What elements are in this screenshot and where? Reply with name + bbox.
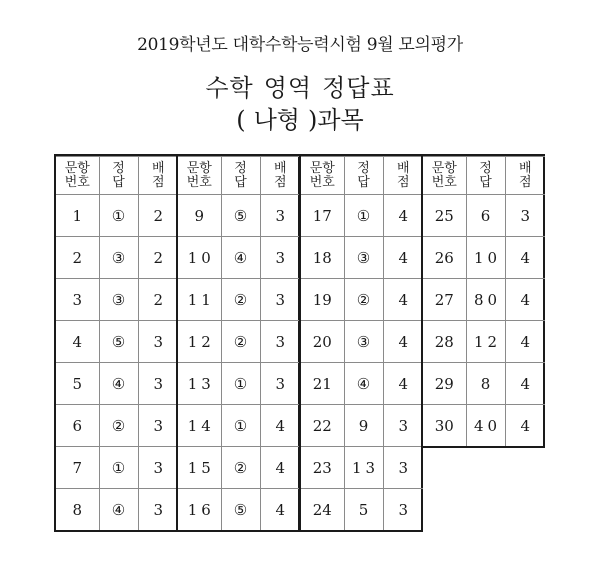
cell-points: 3 [138, 447, 178, 489]
cell-number: 20 [301, 321, 344, 363]
cell-answer: 10 [466, 237, 505, 279]
table-row [301, 363, 423, 405]
table-row [423, 237, 545, 279]
table-row [56, 405, 178, 447]
table-row [178, 195, 300, 237]
cell-points: 3 [260, 237, 300, 279]
header-row [56, 157, 178, 195]
title-subject: 수학 [205, 74, 254, 102]
header-row [178, 157, 300, 195]
cell-number: 25 [423, 195, 466, 237]
cell-number: 3 [56, 279, 99, 321]
cell-number: 19 [301, 279, 344, 321]
table-row [56, 195, 178, 237]
cell-number: 22 [301, 405, 344, 447]
cell-number: 14 [178, 405, 221, 447]
cell-points: 3 [260, 279, 300, 321]
header-answer: 정답 [344, 157, 383, 195]
cell-number: 4 [56, 321, 99, 363]
header-number [178, 157, 221, 195]
table-row [178, 405, 300, 447]
cell-points: 4 [383, 363, 423, 405]
cell-points: 4 [260, 447, 300, 489]
cell-answer: ⑤ [99, 321, 138, 363]
cell-points: 4 [505, 363, 545, 405]
cell-number: 12 [178, 321, 221, 363]
cell-number: 1 [56, 195, 99, 237]
table-row [423, 279, 545, 321]
cell-answer: ② [99, 405, 138, 447]
cell-answer: ③ [344, 237, 383, 279]
cell-points: 3 [260, 321, 300, 363]
cell-points: 4 [383, 195, 423, 237]
table-row [178, 237, 300, 279]
table-row [301, 405, 423, 447]
cell-number: 21 [301, 363, 344, 405]
cell-number: 26 [423, 237, 466, 279]
answer-group-1 [54, 154, 178, 532]
table-row [301, 195, 423, 237]
cell-points: 3 [138, 363, 178, 405]
cell-number: 2 [56, 237, 99, 279]
cell-points: 4 [383, 279, 423, 321]
header-number-line1: 문항 [309, 160, 335, 176]
table-row [301, 447, 423, 489]
header-points: 배점 [505, 157, 545, 195]
cell-number: 7 [56, 447, 99, 489]
table-row [178, 489, 300, 531]
cell-number: 30 [423, 405, 466, 447]
cell-points: 3 [260, 363, 300, 405]
header-row [423, 157, 545, 195]
answer-group-3 [299, 154, 423, 532]
cell-answer: ① [344, 195, 383, 237]
cell-answer: 5 [344, 489, 383, 531]
cell-answer: ④ [99, 489, 138, 531]
table-row [423, 363, 545, 405]
table-row [423, 195, 545, 237]
header-answer: 정답 [221, 157, 260, 195]
header-points: 배점 [260, 157, 300, 195]
header-number-line1: 문항 [431, 160, 457, 176]
cell-answer: ③ [344, 321, 383, 363]
cell-answer: ① [221, 405, 260, 447]
cell-points: 3 [138, 405, 178, 447]
table-row [56, 363, 178, 405]
table-row [56, 489, 178, 531]
header-number [301, 157, 344, 195]
cell-number: 16 [178, 489, 221, 531]
cell-points: 2 [138, 237, 178, 279]
cell-answer: ④ [221, 237, 260, 279]
cell-answer: ① [221, 363, 260, 405]
cell-points: 4 [383, 321, 423, 363]
answer-group-2 [176, 154, 300, 532]
table-row [301, 489, 423, 531]
cell-number: 6 [56, 405, 99, 447]
cell-number: 8 [56, 489, 99, 531]
cell-points: 4 [505, 321, 545, 363]
cell-number: 9 [178, 195, 221, 237]
cell-answer: ① [99, 447, 138, 489]
cell-points: 4 [505, 279, 545, 321]
table-row [56, 237, 178, 279]
table-row [423, 405, 545, 447]
cell-answer: 80 [466, 279, 505, 321]
cell-points: 4 [260, 405, 300, 447]
cell-answer: ④ [344, 363, 383, 405]
cell-answer: 8 [466, 363, 505, 405]
cell-answer: ⑤ [221, 195, 260, 237]
cell-points: 2 [138, 279, 178, 321]
cell-points: 3 [260, 195, 300, 237]
cell-answer: ⑤ [221, 489, 260, 531]
cell-points: 4 [383, 237, 423, 279]
cell-answer: 13 [344, 447, 383, 489]
cell-points: 4 [260, 489, 300, 531]
cell-points: 4 [505, 237, 545, 279]
cell-points: 4 [505, 405, 545, 447]
table-row [178, 363, 300, 405]
table-row [56, 447, 178, 489]
cell-number: 17 [301, 195, 344, 237]
header-number [56, 157, 99, 195]
cell-answer: ① [99, 195, 138, 237]
header-number-line2: 번호 [309, 174, 335, 190]
cell-number: 24 [301, 489, 344, 531]
cell-answer: 40 [466, 405, 505, 447]
header-points: 배점 [138, 157, 178, 195]
title-area: 영역 [263, 74, 313, 102]
cell-points: 3 [383, 489, 423, 531]
cell-points: 3 [138, 321, 178, 363]
cell-number: 23 [301, 447, 344, 489]
table-row [301, 321, 423, 363]
header-row [301, 157, 423, 195]
cell-answer: ② [221, 447, 260, 489]
table-row [178, 321, 300, 363]
cell-points: 3 [383, 405, 423, 447]
type-close-paren: ) [308, 106, 318, 134]
header-number-line1: 문항 [186, 160, 212, 176]
cell-points: 3 [383, 447, 423, 489]
cell-number: 10 [178, 237, 221, 279]
type-open-paren: ( [236, 106, 246, 134]
type-value: 나형 [253, 106, 300, 134]
type-suffix: 과목 [317, 106, 364, 134]
cell-number: 28 [423, 321, 466, 363]
cell-answer: ④ [99, 363, 138, 405]
header-number-line2: 번호 [186, 174, 212, 190]
table-row [56, 321, 178, 363]
header-number-line2: 번호 [64, 174, 90, 190]
cell-number: 15 [178, 447, 221, 489]
cell-answer: ② [221, 321, 260, 363]
header-points: 배점 [383, 157, 423, 195]
exam-subtitle: 2019학년도 대학수학능력시험 9월 모의평가 [137, 35, 463, 55]
cell-answer: ② [344, 279, 383, 321]
table-row [178, 279, 300, 321]
cell-answer: 9 [344, 405, 383, 447]
header-answer: 정답 [466, 157, 505, 195]
cell-points: 3 [505, 195, 545, 237]
page-title [0, 68, 600, 103]
cell-number: 11 [178, 279, 221, 321]
cell-number: 29 [423, 363, 466, 405]
table-row [301, 237, 423, 279]
cell-answer: 12 [466, 321, 505, 363]
answer-group-4 [421, 154, 545, 448]
header-number-line1: 문항 [64, 160, 90, 176]
cell-answer: ③ [99, 279, 138, 321]
cell-number: 13 [178, 363, 221, 405]
title-answer-sheet: 정답표 [322, 74, 395, 102]
header-number-line2: 번호 [431, 174, 457, 190]
cell-answer: ③ [99, 237, 138, 279]
cell-points: 2 [138, 195, 178, 237]
cell-answer: 6 [466, 195, 505, 237]
table-row [178, 447, 300, 489]
cell-answer: ② [221, 279, 260, 321]
table-row [423, 321, 545, 363]
header-number [423, 157, 466, 195]
table-row [301, 279, 423, 321]
table-row [56, 279, 178, 321]
header-answer: 정답 [99, 157, 138, 195]
cell-points: 3 [138, 489, 178, 531]
cell-number: 27 [423, 279, 466, 321]
exam-type [0, 100, 600, 135]
cell-number: 5 [56, 363, 99, 405]
cell-number: 18 [301, 237, 344, 279]
